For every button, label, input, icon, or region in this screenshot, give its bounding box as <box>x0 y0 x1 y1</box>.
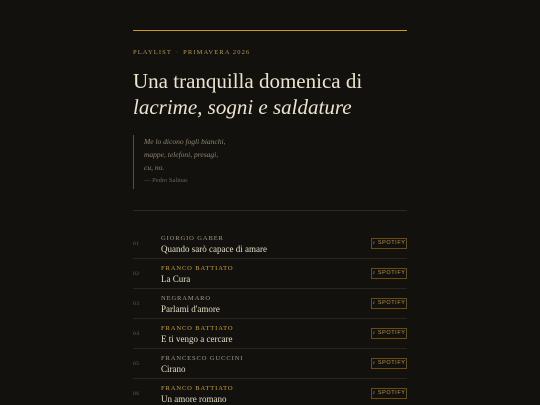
page-title <box>133 68 423 120</box>
title-line-1: Una tranquilla domenica di <box>133 69 363 93</box>
title-line-2: lacrime, sogni e saldature <box>133 95 352 119</box>
eyebrow <box>133 49 250 56</box>
track-number: 04 <box>133 331 140 337</box>
track-artist: NEGRAMARO <box>161 295 211 302</box>
track-number: 03 <box>133 301 140 307</box>
track-number: 02 <box>133 271 140 277</box>
track-title: La Cura <box>161 274 191 284</box>
track-artist: GIORGIO GABER <box>161 235 224 242</box>
track-title: Quando sarò capace di amare <box>161 244 267 254</box>
track-row <box>133 259 407 289</box>
spotify-label: SPOTIFY <box>377 240 406 246</box>
season-label: PRIMAVERA 2026 <box>183 49 251 56</box>
section-divider <box>133 210 407 211</box>
spotify-button[interactable] <box>371 328 407 339</box>
spotify-label: SPOTIFY <box>377 300 406 306</box>
playlist-label: PLAYLIST <box>133 49 172 56</box>
spotify-button[interactable] <box>371 388 407 399</box>
eyebrow-separator: · <box>175 49 180 56</box>
music-note-icon: ♪ <box>372 330 376 336</box>
track-title: Un amore romano <box>161 394 227 404</box>
spotify-button[interactable] <box>371 238 407 249</box>
track-row <box>133 379 407 405</box>
track-artist: FRANCESCO GUCCINI <box>161 355 244 362</box>
track-number: 01 <box>133 241 140 247</box>
epigraph-quote <box>133 135 294 189</box>
top-divider <box>133 30 407 31</box>
track-title: Parlami d'amore <box>161 304 220 314</box>
track-number: 06 <box>133 391 140 397</box>
spotify-label: SPOTIFY <box>377 360 406 366</box>
quote-line: cu, no. <box>144 163 165 172</box>
track-artist: FRANCO BATTIATO <box>161 385 234 392</box>
track-row <box>133 319 407 349</box>
track-number: 05 <box>133 361 140 367</box>
music-note-icon: ♪ <box>372 240 376 246</box>
quote-line: mappe, telefoni, presagi, <box>144 150 219 159</box>
spotify-button[interactable] <box>371 298 407 309</box>
track-artist: FRANCO BATTIATO <box>161 265 234 272</box>
track-row <box>133 229 407 259</box>
music-note-icon: ♪ <box>372 300 376 306</box>
music-note-icon: ♪ <box>372 390 376 396</box>
track-artist: FRANCO BATTIATO <box>161 325 234 332</box>
spotify-button[interactable] <box>371 358 407 369</box>
spotify-label: SPOTIFY <box>377 270 406 276</box>
track-title: Cirano <box>161 364 186 374</box>
quote-author: — Pedro Salinas <box>144 177 188 184</box>
music-note-icon: ♪ <box>372 360 376 366</box>
quote-line: Me lo dicono fogli bianchi, <box>144 137 226 146</box>
spotify-label: SPOTIFY <box>377 330 406 336</box>
spotify-button[interactable] <box>371 268 407 279</box>
music-note-icon: ♪ <box>372 270 376 276</box>
track-list <box>133 229 407 405</box>
track-row <box>133 289 407 319</box>
track-row <box>133 349 407 379</box>
track-title: E ti vengo a cercare <box>161 334 233 344</box>
spotify-label: SPOTIFY <box>377 390 406 396</box>
